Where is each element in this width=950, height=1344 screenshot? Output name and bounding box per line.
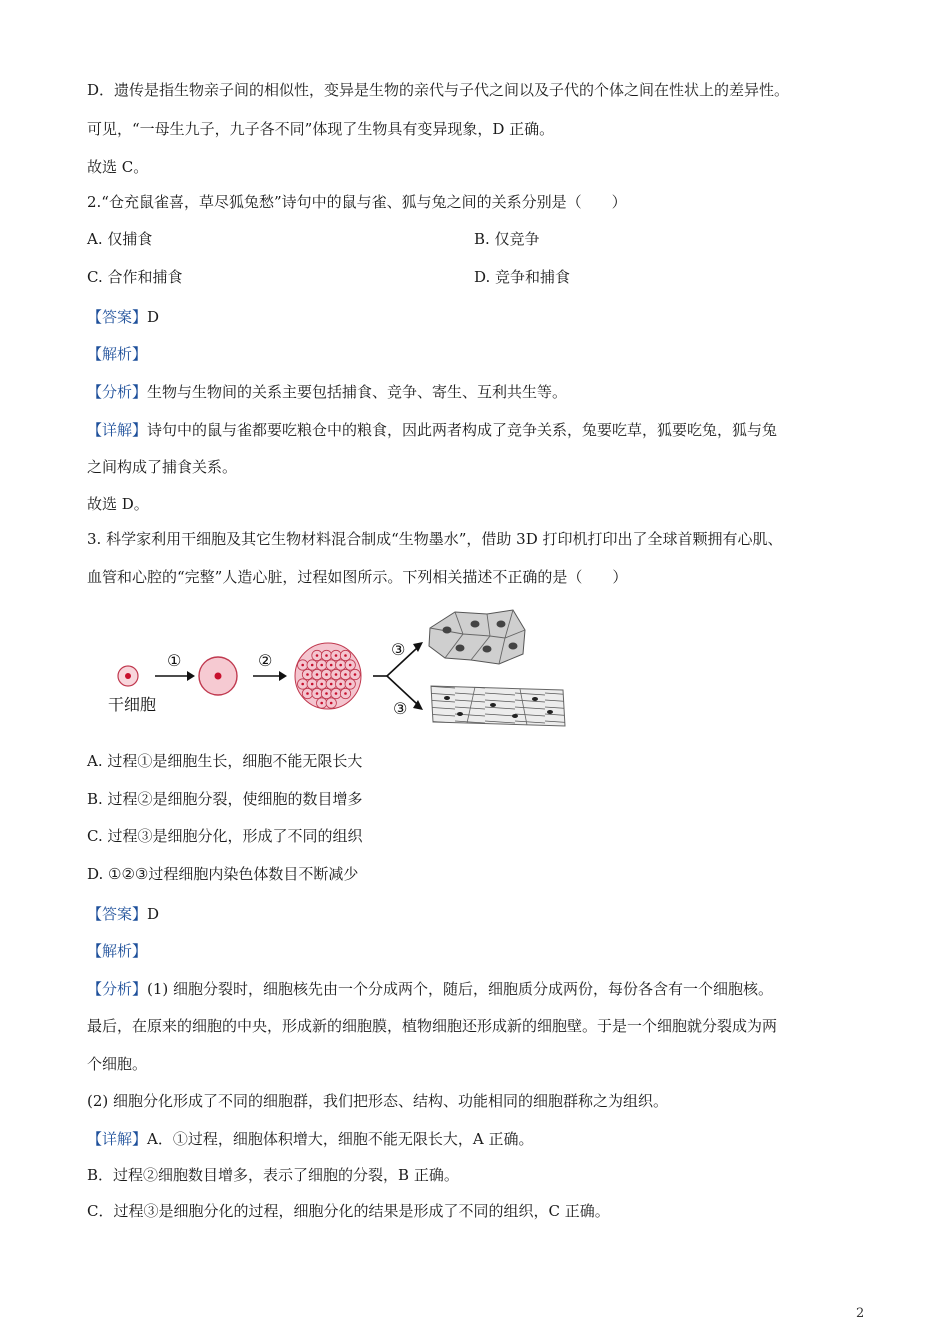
q2-answer — [87, 306, 159, 328]
cluster-cell-nucleus — [316, 654, 319, 657]
analysis-tag: 【解析】 — [87, 942, 148, 960]
answer-tag: 【答案】 — [87, 905, 148, 923]
cluster-cell-nucleus — [330, 664, 333, 667]
q2-option-a: A. 仅捕食 — [87, 230, 153, 248]
grown-cell — [199, 657, 237, 695]
cluster-cell-nucleus — [325, 692, 328, 695]
q2-option-d: D. 竞争和捕食 — [474, 268, 571, 286]
cluster-cell-nucleus — [320, 683, 323, 686]
q2-fenxi — [87, 381, 567, 403]
tissue-top — [429, 610, 525, 664]
q3-analysis-tag — [87, 940, 147, 962]
cell-process-diagram — [95, 606, 570, 731]
stem-cell-label: 干细胞 — [108, 697, 157, 714]
q2-detail-cont: 之间构成了捕食关系。 — [87, 458, 238, 476]
tissue-bottom — [431, 686, 565, 726]
detail-tag: 【详解】 — [87, 1130, 148, 1148]
q3-detail-b: B．过程②细胞数目增多，表示了细胞的分裂，B 正确。 — [87, 1166, 459, 1184]
q3-detail — [87, 1128, 533, 1150]
step-3-label-top: ③ — [391, 640, 406, 659]
detail-tag: 【详解】 — [87, 421, 148, 439]
cluster-cell-nucleus — [301, 683, 304, 686]
cluster-cell-nucleus — [325, 654, 328, 657]
q2-detail — [87, 419, 777, 441]
q2-option-b: B. 仅竞争 — [474, 230, 540, 248]
q3-option-a: A. 过程①是细胞生长，细胞不能无限长大 — [87, 752, 363, 770]
step-1-arrow — [155, 671, 195, 681]
cluster-cell-nucleus — [330, 683, 333, 686]
q2-option-c: C. 合作和捕食 — [87, 268, 183, 286]
cluster-cell-nucleus — [349, 683, 352, 686]
cluster-cell-nucleus — [335, 654, 338, 657]
step-2-label: ② — [258, 651, 273, 670]
cluster-cell-nucleus — [320, 702, 323, 705]
q3-fenxi-cont: 个细胞。 — [87, 1055, 148, 1073]
q3-detail-c: C．过程③是细胞分化的过程，细胞分化的结果是形成了不同的组织，C 正确。 — [87, 1202, 610, 1220]
question-2-stem: 2.“仓充鼠雀喜，草尽狐兔愁”诗句中的鼠与雀、狐与兔之间的关系分别是（ ） — [87, 193, 627, 211]
answer-value: D — [147, 308, 160, 326]
cluster-cell-nucleus — [311, 664, 314, 667]
step-2-arrow — [253, 671, 287, 681]
fenxi-text: (1) 细胞分裂时，细胞核先由一个分成两个，随后，细胞质分成两份，每份各含有一个细胞核。 — [147, 980, 774, 998]
cluster-cell-nucleus — [339, 683, 342, 686]
answer-value: D — [147, 905, 160, 923]
cluster-cell-nucleus — [335, 692, 338, 695]
q2-analysis-tag — [87, 343, 147, 365]
cluster-cell-nucleus — [330, 702, 333, 705]
cell-cluster — [295, 643, 361, 709]
cluster-cell-nucleus — [349, 664, 352, 667]
cluster-cell-nucleus — [311, 683, 314, 686]
step-1-label: ① — [167, 651, 182, 670]
q3-answer — [87, 903, 159, 925]
text-line: D．遗传是指生物亲子间的相似性，变异是生物的亲代与子代之间以及子代的个体之间在性状上的差异性。 — [87, 81, 790, 99]
fenxi-tag: 【分析】 — [87, 980, 148, 998]
cluster-cell-nucleus — [344, 692, 347, 695]
cluster-cell-nucleus — [316, 673, 319, 676]
cluster-cell-nucleus — [325, 673, 328, 676]
cluster-cell-nucleus — [301, 664, 304, 667]
step-3-label-bottom: ③ — [393, 699, 408, 718]
cluster-cell-nucleus — [306, 673, 309, 676]
q3-option-b: B. 过程②是细胞分裂，使细胞的数目增多 — [87, 790, 363, 808]
q2-choose: 故选 D。 — [87, 495, 149, 513]
q3-fenxi-cont: 最后，在原来的细胞的中央，形成新的细胞膜，植物细胞还形成新的细胞壁。于是一个细胞就分裂成为两 — [87, 1017, 778, 1035]
text-line: 可见，“一母生九子，九子各不同”体现了生物具有变异现象，D 正确。 — [87, 120, 555, 138]
cluster-cell-nucleus — [335, 673, 338, 676]
q3-fenxi — [87, 978, 773, 1000]
detail-text: 诗句中的鼠与雀都要吃粮仓中的粮食，因此两者构成了竞争关系，兔要吃草，狐要吃兔，狐与兔 — [147, 421, 778, 439]
page-number: 2 — [856, 1306, 865, 1321]
text-line: 故选 C。 — [87, 158, 149, 176]
detail-text: A．①过程，细胞体积增大，细胞不能无限长大，A 正确。 — [147, 1130, 534, 1148]
cluster-cell-nucleus — [339, 664, 342, 667]
q3-fenxi-2: (2) 细胞分化形成了不同的细胞群，我们把形态、结构、功能相同的细胞群称之为组织。 — [87, 1092, 669, 1110]
analysis-tag: 【解析】 — [87, 345, 148, 363]
stem-cell — [118, 666, 138, 686]
cluster-cell-nucleus — [320, 664, 323, 667]
cluster-cell-nucleus — [316, 692, 319, 695]
q3-option-c: C. 过程③是细胞分化，形成了不同的组织 — [87, 827, 363, 845]
question-3-stem-cont: 血管和心腔的“完整”人造心脏，过程如图所示。下列相关描述不正确的是（ ） — [87, 568, 628, 586]
fenxi-text: 生物与生物间的关系主要包括捕食、竞争、寄生、互利共生等。 — [147, 383, 568, 401]
fenxi-tag: 【分析】 — [87, 383, 148, 401]
cluster-cell-nucleus — [306, 692, 309, 695]
q3-option-d: D. ①②③过程细胞内染色体数目不断减少 — [87, 865, 359, 883]
question-3-stem: 3. 科学家利用干细胞及其它生物材料混合制成“生物墨水”，借助 3D 打印机打印出了全球首颗拥有心肌、 — [87, 530, 783, 548]
cluster-cell-nucleus — [344, 673, 347, 676]
cluster-cell-nucleus — [354, 673, 357, 676]
answer-tag: 【答案】 — [87, 308, 148, 326]
cluster-cell-nucleus — [344, 654, 347, 657]
